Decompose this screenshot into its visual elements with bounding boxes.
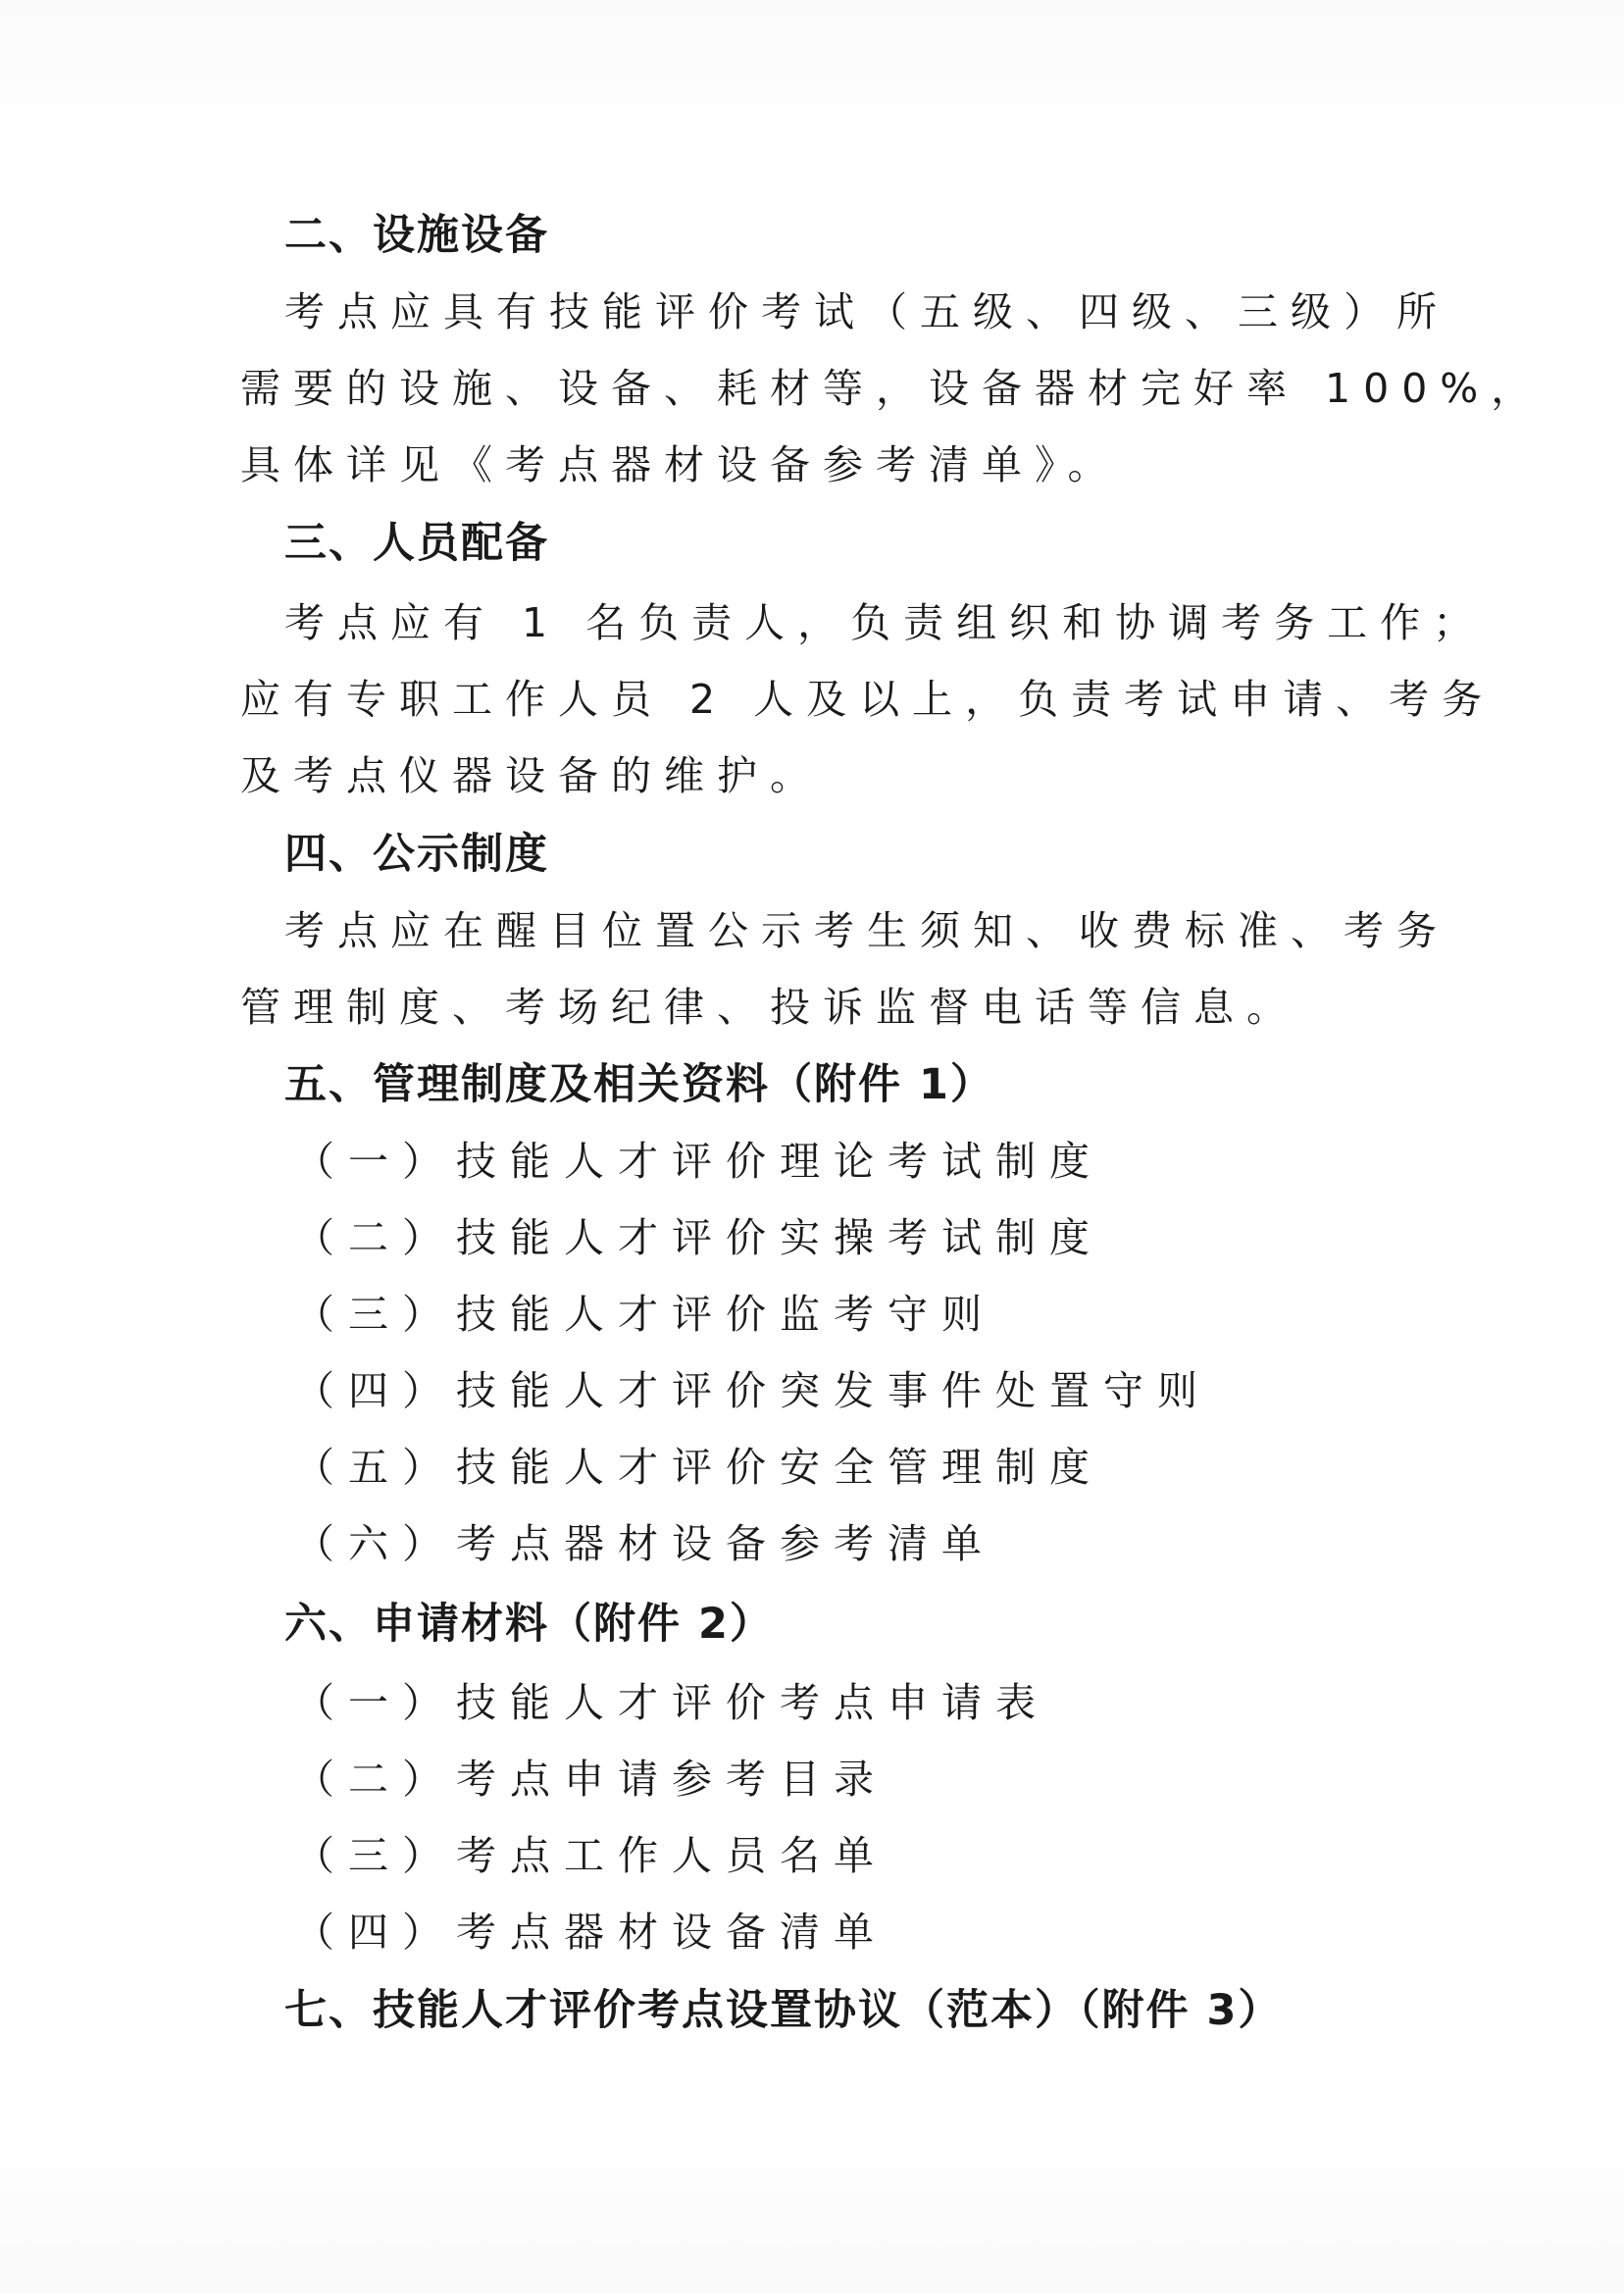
paragraph-line: 考点应具有技能评价考试（五级、四级、三级）所 — [284, 288, 1449, 335]
list-item: （四）技能人才评价突发事件处置守则 — [294, 1367, 1211, 1414]
section-heading-facilities: 二、设施设备 — [284, 211, 549, 260]
list-item: （一）技能人才评价理论考试制度 — [294, 1138, 1103, 1185]
list-item: （一）技能人才评价考点申请表 — [294, 1679, 1049, 1726]
list-item: （三）考点工作人员名单 — [294, 1832, 888, 1879]
section-heading-agreement: 七、技能人才评价考点设置协议（范本）（附件 3） — [284, 1986, 1283, 2035]
section-heading-management: 五、管理制度及相关资料（附件 1） — [284, 1060, 994, 1109]
section-heading-materials: 六、申请材料（附件 2） — [284, 1600, 774, 1649]
paragraph-line: 考点应在醒目位置公示考生须知、收费标准、考务 — [284, 907, 1449, 954]
paragraph-line: 需要的设施、设备、耗材等，设备器材完好率 100%， — [240, 365, 1545, 412]
list-item: （二）技能人才评价实操考试制度 — [294, 1214, 1103, 1261]
list-item: （三）技能人才评价监考守则 — [294, 1291, 995, 1338]
section-heading-disclosure: 四、公示制度 — [284, 830, 549, 879]
paragraph-line: 管理制度、考场纪律、投诉监督电话等信息。 — [240, 984, 1299, 1031]
paragraph-line: 考点应有 1 名负责人，负责组织和协调考务工作； — [284, 599, 1487, 646]
list-item: （六）考点器材设备参考清单 — [294, 1520, 995, 1567]
paragraph-line: 及考点仪器设备的维护。 — [240, 752, 823, 799]
list-item: （二）考点申请参考目录 — [294, 1756, 888, 1803]
paragraph-line: 具体详见《考点器材设备参考清单》。 — [240, 441, 1121, 488]
section-heading-staffing: 三、人员配备 — [284, 519, 549, 568]
paragraph-line: 应有专职工作人员 2 人及以上，负责考试申请、考务 — [240, 676, 1496, 723]
list-item: （五）技能人才评价安全管理制度 — [294, 1444, 1103, 1491]
list-item: （四）考点器材设备清单 — [294, 1909, 888, 1956]
